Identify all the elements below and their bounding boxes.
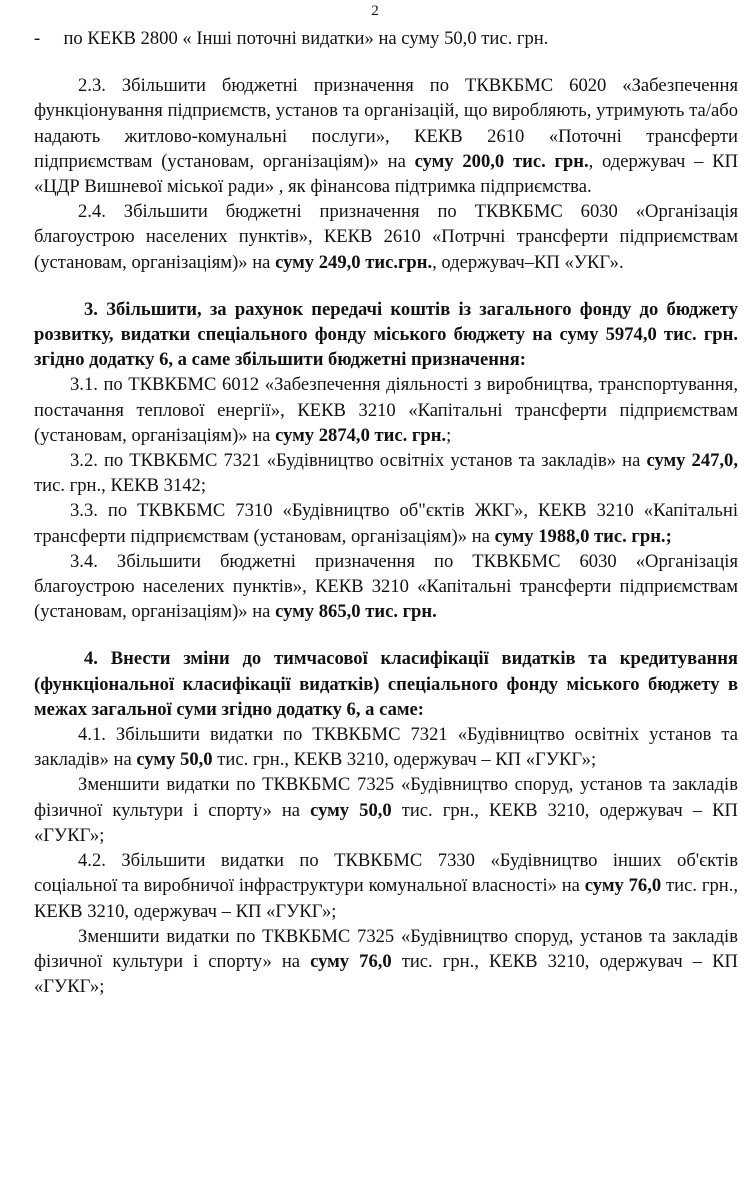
paragraph-text: 2.3. Збільшити бюджетні призначення по ТКВКБМС 6020 «Забезпечення функціонування підприємств, установ та організацій, що виробляють, утримують та/або надають житлово-комунальні послуги», КЕКВ 2610 «Поточні трансферти підприємствам (установам, організаціям)» на: [34, 75, 738, 172]
amount-bold: суму 865,0 тис. грн.: [275, 601, 437, 623]
document-body: [34, 26, 738, 999]
paragraph-3-2: [34, 448, 738, 498]
amount-bold: суму 1988,0 тис. грн.;: [494, 525, 672, 547]
paragraph-text: Зменшити видатки по ТКВКБМС 7325 «Будівництво споруд, установ та закладів фізичної культури і спорту» на: [34, 774, 738, 821]
amount-bold: суму 249,0 тис.грн.: [275, 251, 433, 273]
paragraph-text: 3.2. по ТКВКБМС 7321 «Будівництво освітніх установ та закладів» на: [70, 450, 647, 472]
amount-bold: суму 50,0: [136, 749, 213, 771]
paragraph-2-4: [34, 199, 738, 275]
section-4-heading: 4. Внести зміни до тимчасової класифікації видатків та кредитування (функціональної класифікації видатків) спеціального фонду міського бюджету в межах загальної суми згідно додатку 6, а саме:: [34, 648, 738, 720]
paragraph-text: 3.1. по ТКВКБМС 6012 «Забезпечення діяльності з виробництва, транспортування, постачання теплової енергії», КЕКВ 3210 «Капітальні трансферти підприємствам (установам, організаціям)» на: [34, 374, 738, 446]
dash-marker: -: [34, 28, 41, 49]
paragraph-text-tail: ;: [446, 424, 452, 446]
amount-bold: суму 2874,0 тис. грн.: [275, 424, 447, 446]
page-number: 2: [371, 3, 379, 19]
paragraph-3-3: [34, 498, 738, 548]
paragraph-text-tail: тис. грн., КЕКВ 3210, одержувач – КП «ГУКГ»;: [34, 799, 738, 846]
paragraph-text: 3.3. по ТКВКБМС 7310 «Будівництво об"єктів ЖКГ», КЕКВ 3210 «Капітальні трансферти підприємствам (установам, організаціям)» на: [34, 500, 738, 547]
paragraph-4-2: [34, 848, 738, 924]
amount-bold: суму 50,0: [310, 799, 392, 821]
paragraph-text-tail: тис. грн., КЕКВ 3210, одержувач – КП «ГУКГ»;: [212, 749, 597, 771]
paragraph-text-tail: , одержувач – КП «ЦДР Вишневої міської ради» , як фінансова підтримка підприємства.: [34, 150, 738, 198]
paragraph-2-3: [34, 73, 738, 199]
paragraph-4-2-decrease: [34, 924, 738, 1000]
paragraph-3-4: [34, 549, 738, 625]
paragraph-text-tail: тис. грн., КЕКВ 3210, одержувач – КП «ГУКГ»;: [34, 950, 738, 998]
paragraph-text: Зменшити видатки по ТКВКБМС 7325 «Будівництво споруд, установ та закладів фізичної культури і спорту» на: [34, 925, 738, 972]
item-text: по КЕКВ 2800 « Інші поточні видатки» на суму 50,0 тис. грн.: [63, 28, 549, 49]
list-item-kekv-2800: [34, 26, 738, 51]
amount-bold: суму 76,0: [310, 950, 392, 972]
paragraph-text: 2.4. Збільшити бюджетні призначення по ТКВКБМС 6030 «Організація благоустрою населених пунктів», КЕКВ 2610 «Потрчні трансферти підприємствам (установам, організаціям)» на: [34, 201, 738, 273]
paragraph-text: 3.4. Збільшити бюджетні призначення по ТКВКБМС 6030 «Організація благоустрою населених пунктів», КЕКВ 3210 «Капітальні трансферти підприємствам (установам, організаціям)» на: [34, 550, 738, 623]
paragraph-text-tail: тис. грн., КЕКВ 3142;: [34, 475, 207, 497]
paragraph-4-1: [34, 722, 738, 772]
paragraph-text-tail: тис. грн., КЕКВ 3210, одержувач – КП «ГУКГ»;: [34, 875, 738, 922]
amount-bold: суму 200,0 тис. грн.: [414, 150, 589, 172]
amount-bold: суму 247,0,: [646, 450, 739, 472]
paragraph-text: 4.2. Збільшити видатки по ТКВКБМС 7330 «Будівництво інших об'єктів соціальної та виробничої інфраструктури комунальної власності» на: [34, 850, 738, 897]
paragraph-4-1-decrease: [34, 772, 738, 848]
section-3-heading: 3. Збільшити, за рахунок передачі коштів із загального фонду до бюджету розвитку, видатки спеціального фонду міського бюджету на суму 5974,0 тис. грн. згідно додатку 6, а саме збільшити бюджетні призначення:: [34, 298, 738, 371]
paragraph-text-tail: , одержувач–КП «УКГ».: [432, 251, 624, 273]
amount-bold: суму 76,0: [584, 875, 662, 897]
paragraph-text: 4.1. Збільшити видатки по ТКВКБМС 7321 «Будівництво освітніх установ та закладів» на: [34, 724, 738, 771]
paragraph-3-1: [34, 372, 738, 448]
